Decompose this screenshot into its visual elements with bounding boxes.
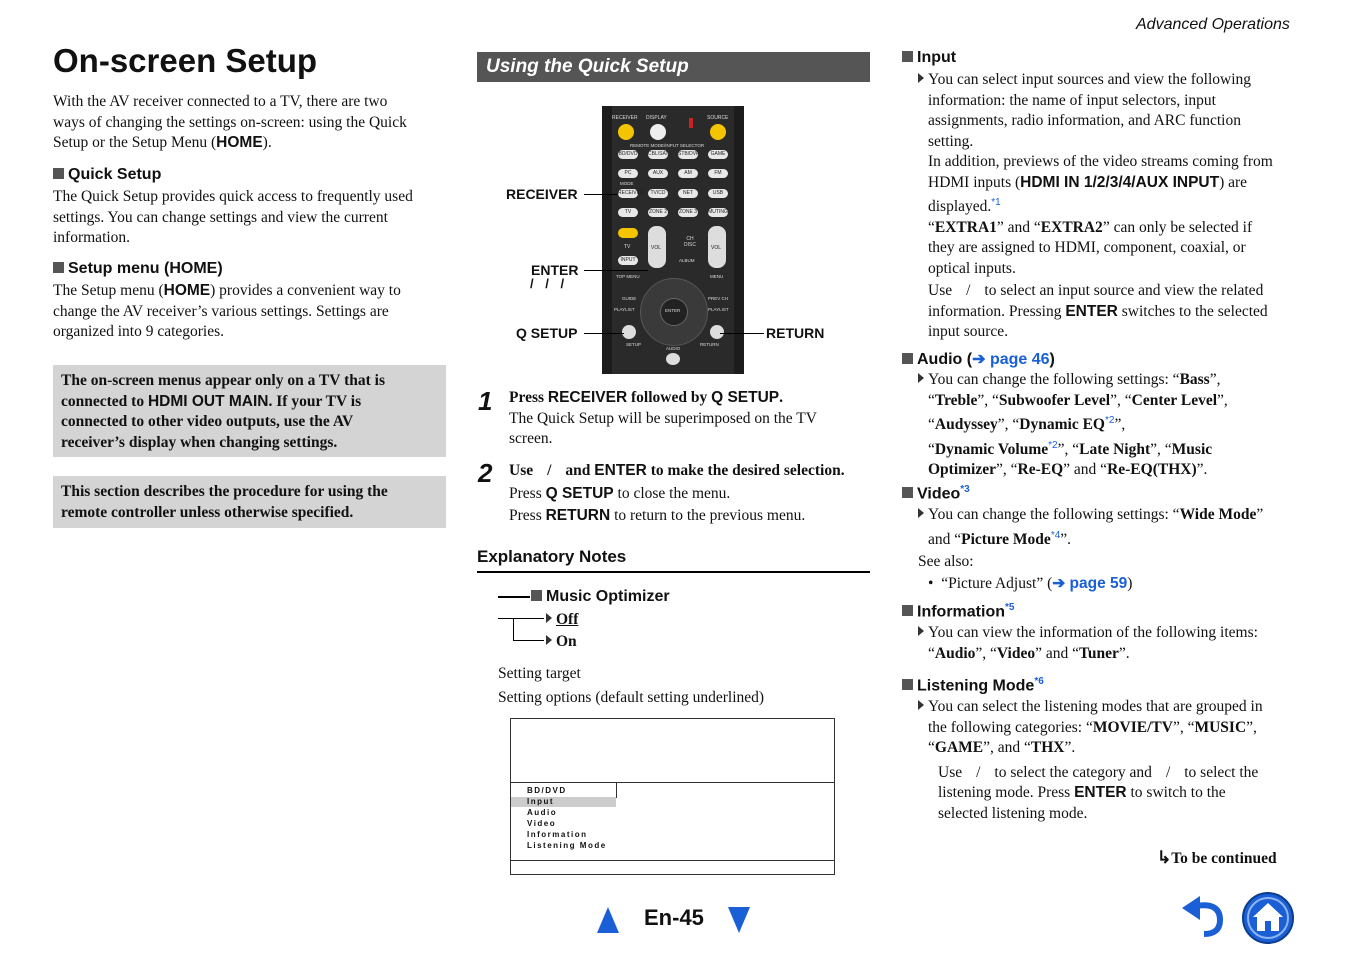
osd-item-listening-mode[interactable]: Listening Mode <box>527 841 607 850</box>
remote-control-image: RECEIVER DISPLAY SOURCE REMOTE MODE/INPUT SELECTOR BD/DVD CBL/SAT STB/DVR GAME PC AUX AM FM MODE RECEIVER TV/CD NET USB TV ZONE 2 ZONE 3 MUTING TV INPUT VOL CH DISC ALBUM VOL TOP MENU MENU ENTER GUIDE PREV CH PLAYLIST PLAYLIST SETUP RETURN AUDIO <box>602 106 744 374</box>
video-heading: Video$^{*3}$ <box>902 484 970 503</box>
audio-text: You can change the following settings: “Bass”, “Treble”, “Subwoofer Level”, “Center Level”, “Audyssey”, “Dynamic EQ$^{*2}$”, “Dynamic Volume$^{*2}$”, “Late Night”, “Music Optimizer”, “Re-EQ” and “Re-EQ(THX)”. <box>918 370 1298 481</box>
information-heading: Information$^{*5}$ <box>902 602 1014 621</box>
receiver-callout: RECEIVER <box>506 186 578 202</box>
osd-item-input[interactable]: Input <box>527 797 555 806</box>
step-1-text: Press RECEIVER followed by Q SETUP. The Quick Setup will be superimposed on the TV screen. <box>509 389 817 447</box>
arrow-keys-callout: / / / <box>530 276 569 291</box>
square-bullet-icon <box>902 51 913 62</box>
step-1-number: 1 <box>478 386 493 416</box>
explanatory-rule <box>477 571 870 573</box>
square-bullet-icon <box>902 605 913 616</box>
osd-item-bd-dvd[interactable]: BD/DVD <box>527 786 567 795</box>
quick-setup-banner: Using the Quick Setup <box>477 52 870 82</box>
audio-heading: Audio (➔ page 46) <box>902 349 1055 369</box>
q-setup-button[interactable] <box>622 325 636 339</box>
page-title: On-screen Setup <box>53 42 318 79</box>
home-button[interactable] <box>666 353 680 365</box>
q-setup-callout: Q SETUP <box>516 325 578 341</box>
remote-note: This section describes the procedure for using the remote controller unless otherwise specified. <box>53 476 446 528</box>
page-number: En-45 <box>644 905 704 930</box>
picture-adjust-link[interactable]: ➔ page 59 <box>1052 574 1128 592</box>
setup-menu-text: The Setup menu (HOME) provides a convenient way to change the AV receiver’s various settings. Settings are organized into 9 categories. <box>53 282 401 340</box>
input-text: You can select input sources and view the following information: the name of input selectors, input assignments, radio information, and ARC function setting. In addition, previews of the video streams coming from HDMI inputs (HDMI IN 1/2/3/4/AUX INPUT) are displayed.$^{*1}$ “EXTRA1” and “EXTRA2” can only be selected if they are assigned to HDMI, component, coaxial, or optical inputs. Use / to select an input source and view the related information. Pressing ENTER switches to the selected input source. <box>918 70 1298 343</box>
music-optimizer-label: Music Optimizer <box>531 588 670 606</box>
next-page-arrow-icon[interactable] <box>728 907 750 933</box>
input-heading: Input <box>902 49 956 67</box>
receiver-power-button[interactable] <box>618 124 634 140</box>
listening-mode-heading: Listening Mode$^{*6}$ <box>902 676 1044 695</box>
square-bullet-icon <box>902 487 913 498</box>
option-on: On <box>546 632 577 653</box>
osd-menu-preview <box>510 718 835 875</box>
quick-setup-text: The Quick Setup provides quick access to frequently used settings. You can change settings and view the current information. <box>53 188 413 246</box>
intro-text: With the AV receiver connected to a TV, there are two ways of changing the settings on-screen: using the Quick Setup or the Setup Menu (HOME). <box>53 93 407 151</box>
section-header: Advanced Operations <box>1136 16 1290 33</box>
square-bullet-icon <box>53 168 64 179</box>
enter-callout: ENTER <box>531 262 579 278</box>
explanatory-notes-heading: Explanatory Notes <box>477 547 627 566</box>
square-bullet-icon <box>531 590 542 601</box>
option-off: Off <box>546 610 578 631</box>
remote-receiver-button[interactable]: RECEIVER <box>618 190 644 196</box>
setting-target-caption: Setting target <box>498 665 581 682</box>
osd-item-audio[interactable]: Audio <box>527 808 558 817</box>
step-2-number: 2 <box>478 458 493 488</box>
tv-power-button[interactable] <box>618 228 638 238</box>
hdmi-note: The on-screen menus appear only on a TV that is connected to HDMI OUT MAIN. If your TV is connected to other video outputs, use the AV receiver’s display when changing settings. <box>53 365 446 457</box>
home-icon[interactable] <box>1241 891 1295 945</box>
audio-page-link[interactable]: ➔ page 46 <box>972 351 1050 368</box>
display-button[interactable] <box>650 124 666 140</box>
step-2-text: Use / and ENTER to make the desired selection. Press Q SETUP to close the menu. Press RETURN to return to the previous menu. <box>509 462 845 524</box>
return-button[interactable] <box>710 325 724 339</box>
return-callout: RETURN <box>766 325 825 341</box>
to-be-continued: ↳To be continued <box>1157 848 1277 867</box>
osd-item-video[interactable]: Video <box>527 819 557 828</box>
video-text: You can change the following settings: “Wide Mode” and “Picture Mode$^{*4}$”. See also: • “Picture Adjust” (➔ page 59) <box>918 506 1264 592</box>
setup-menu-heading: Setup menu (HOME) <box>53 260 223 278</box>
square-bullet-icon <box>902 679 913 690</box>
back-icon[interactable] <box>1180 896 1228 938</box>
source-power-button[interactable] <box>710 124 726 140</box>
previous-page-arrow-icon[interactable] <box>597 907 619 933</box>
continue-arrow-icon: ↳ <box>1157 848 1172 867</box>
setting-options-caption: Setting options (default setting underlined) <box>498 689 765 706</box>
information-text: You can view the information of the following items: “Audio”, “Video” and “Tuner”. <box>918 623 1298 664</box>
osd-item-information[interactable]: Information <box>527 830 588 839</box>
quick-setup-heading: Quick Setup <box>53 166 161 184</box>
square-bullet-icon <box>902 353 913 364</box>
square-bullet-icon <box>53 262 64 273</box>
listening-mode-text: You can select the listening modes that are grouped in the following categories: “MOVIE/TV”, “MUSIC”, “GAME”, and “THX”. Use / to select the category and / to select the listening mode. Press ENTER to switch to the selected listening mode. <box>918 697 1298 824</box>
